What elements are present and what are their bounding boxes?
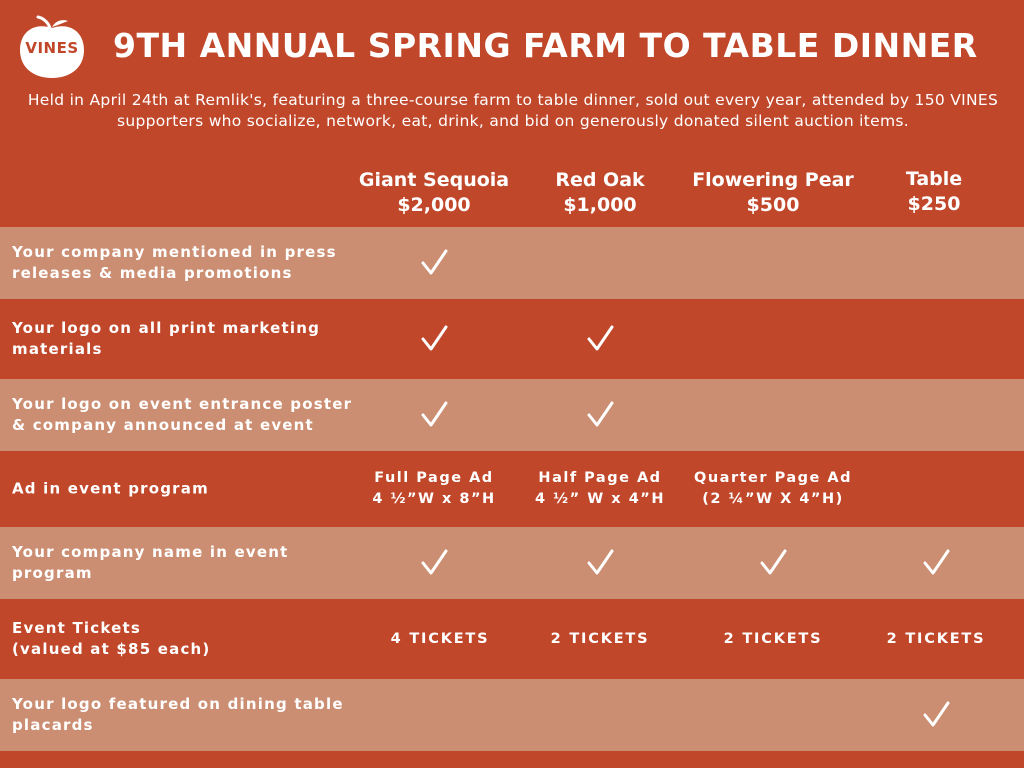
ad-type: Quarter Page Ad bbox=[694, 470, 852, 486]
tier-2-cell bbox=[585, 324, 615, 354]
tier-name: Table bbox=[905, 168, 963, 190]
benefit-label: Your logo on event entrance poster & company announced at event bbox=[12, 395, 353, 434]
tier-name: Flowering Pear bbox=[692, 169, 854, 191]
benefit-row-program-ad bbox=[0, 451, 1024, 527]
tier-1-cell bbox=[419, 248, 449, 278]
tier-2-cell bbox=[585, 548, 615, 578]
checkmark-icon bbox=[585, 548, 615, 578]
logo-text: VINES bbox=[25, 39, 79, 57]
tier-header-giant-sequoia bbox=[352, 168, 516, 218]
tier-name: Red Oak bbox=[555, 169, 645, 191]
checkmark-icon bbox=[921, 548, 951, 578]
tier-header-red-oak bbox=[530, 168, 670, 218]
ad-size-quarter-page bbox=[694, 468, 852, 510]
tier-1-cell bbox=[419, 324, 449, 354]
ad-dimensions: (2 ¼”W X 4”H) bbox=[702, 491, 844, 507]
ticket-count: 4 TICKETS bbox=[390, 631, 490, 647]
ad-dimensions: 4 ½”W x 8”H bbox=[372, 491, 496, 507]
ticket-count: 2 TICKETS bbox=[550, 631, 650, 647]
tier-2-cell bbox=[585, 400, 615, 430]
event-description: Held in April 24th at Remlik's, featuring a three-course farm to table dinner, sold out every year, attended by 150 VINES supporters who socialize, network, eat, drink, and bid on generously donated silent auction items. bbox=[27, 91, 999, 130]
checkmark-icon bbox=[419, 324, 449, 354]
tier-price: $2,000 bbox=[397, 194, 471, 216]
checkmark-icon bbox=[419, 400, 449, 430]
checkmark-icon bbox=[419, 548, 449, 578]
benefit-row-press-mentions bbox=[0, 227, 1024, 299]
benefit-row-table-placards bbox=[0, 679, 1024, 751]
tier-name: Giant Sequoia bbox=[358, 169, 510, 191]
tier-4-cell bbox=[921, 548, 951, 578]
benefit-label: Ad in event program bbox=[12, 479, 209, 498]
ad-type: Half Page Ad bbox=[538, 470, 662, 486]
benefit-row-print-marketing bbox=[0, 299, 1024, 379]
tier-price: $250 bbox=[907, 193, 961, 215]
benefit-label bbox=[12, 618, 372, 660]
tier-1-cell bbox=[419, 548, 449, 578]
ad-size-full-page bbox=[372, 468, 495, 510]
tier-header-flowering-pear bbox=[683, 168, 863, 218]
vines-logo bbox=[16, 14, 88, 82]
benefit-label: Your logo featured on dining table placards bbox=[12, 695, 344, 734]
tier-price: $1,000 bbox=[563, 194, 637, 216]
benefit-row-event-tickets bbox=[0, 599, 1024, 679]
benefit-label-line1: Event Tickets bbox=[12, 619, 141, 637]
checkmark-icon bbox=[758, 548, 788, 578]
ad-dimensions: 4 ½” W x 4”H bbox=[535, 491, 665, 507]
tier-1-cell bbox=[419, 400, 449, 430]
benefit-row-program-name bbox=[0, 527, 1024, 599]
benefit-label: Your company mentioned in press releases & media promotions bbox=[12, 243, 337, 282]
tier-header-table bbox=[884, 167, 984, 217]
ticket-count: 2 TICKETS bbox=[886, 631, 986, 647]
benefit-label: Your logo on all print marketing materials bbox=[12, 319, 321, 358]
tier-4-cell bbox=[921, 700, 951, 730]
ticket-count: 2 TICKETS bbox=[723, 631, 823, 647]
checkmark-icon bbox=[419, 248, 449, 278]
benefit-label: Your company name in event program bbox=[12, 543, 289, 582]
ad-type: Full Page Ad bbox=[374, 470, 494, 486]
page-title: 9TH ANNUAL SPRING FARM TO TABLE DINNER bbox=[113, 26, 978, 65]
tier-3-cell bbox=[758, 548, 788, 578]
benefit-label-line2: (valued at $85 each) bbox=[12, 640, 211, 658]
tier-price: $500 bbox=[746, 194, 800, 216]
checkmark-icon bbox=[585, 324, 615, 354]
checkmark-icon bbox=[921, 700, 951, 730]
ad-size-half-page bbox=[535, 468, 665, 510]
checkmark-icon bbox=[585, 400, 615, 430]
benefit-row-entrance-poster bbox=[0, 379, 1024, 451]
